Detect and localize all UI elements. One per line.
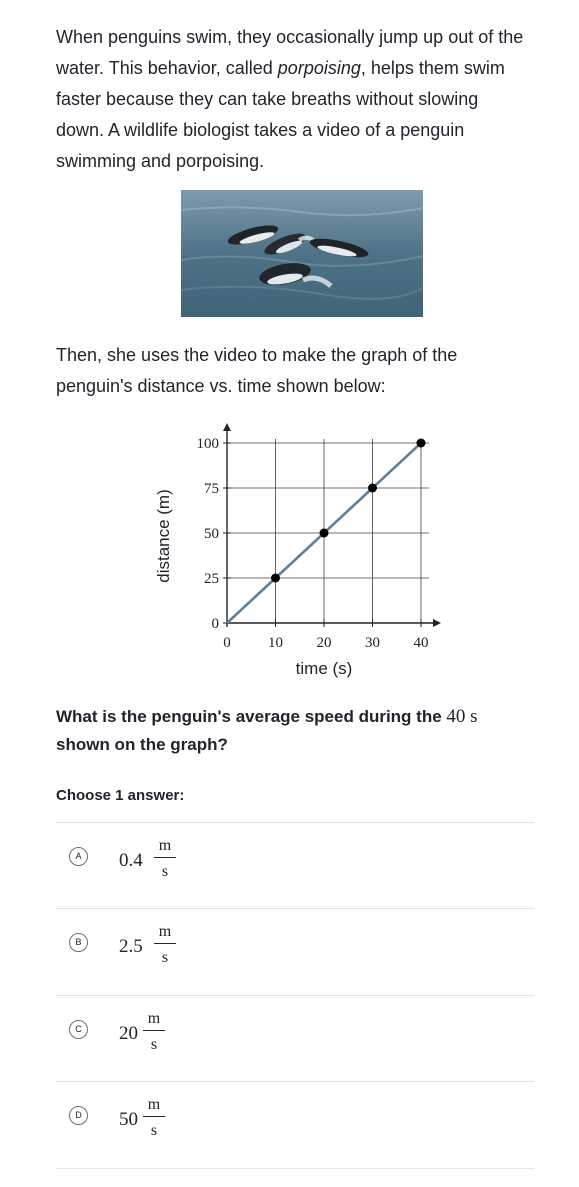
data-point (417, 439, 426, 448)
data-point (320, 529, 329, 538)
unit-numerator: m (147, 1010, 161, 1027)
y-axis-label: distance (m) (154, 489, 173, 583)
choice-value: 20 (119, 1023, 138, 1044)
intro-text-1: When penguins swim, they occasionally jump up out of the water. This behavior, called (56, 27, 524, 78)
choice-letter-badge: D (69, 1106, 88, 1125)
y-tick-label: 25 (204, 571, 219, 587)
choice-value: 2.5 (119, 936, 143, 957)
fraction-bar (143, 1030, 165, 1031)
choice-value: 0.4 (119, 850, 143, 871)
y-axis-arrow (223, 423, 231, 431)
choice-b[interactable] (56, 908, 534, 994)
question-part-2: shown on the graph? (56, 735, 228, 754)
chart-series (227, 439, 426, 624)
choice-unit-fraction (143, 1009, 165, 1054)
y-tick-label: 50 (204, 526, 219, 542)
fraction-bar (154, 857, 176, 858)
unit-denominator: s (161, 863, 169, 880)
unit-denominator: s (161, 949, 169, 966)
choice-unit-fraction (154, 922, 176, 967)
unit-denominator: s (150, 1036, 158, 1053)
y-tick-label: 100 (196, 436, 219, 452)
x-tick-label: 20 (316, 635, 332, 651)
question-part-1: What is the penguin's average speed during the (56, 707, 447, 726)
choice-letter-badge: C (69, 1020, 88, 1039)
choice-unit-fraction (143, 1095, 165, 1140)
x-axis-label: time (s) (295, 659, 353, 678)
y-tick-label: 0 (211, 616, 219, 632)
choice-value: 50 (119, 1109, 138, 1130)
penguins-photo (181, 190, 423, 317)
intro-emphasis: porpoising (277, 58, 361, 78)
choice-c[interactable] (56, 995, 534, 1081)
x-tick-label: 30 (365, 635, 380, 651)
choice-a[interactable] (56, 822, 534, 908)
choice-d[interactable] (56, 1081, 534, 1167)
fraction-bar (143, 1116, 165, 1117)
question-value: 40 s (446, 706, 478, 727)
choice-divider (56, 1168, 534, 1169)
unit-numerator: m (158, 923, 172, 940)
y-tick-label: 75 (204, 481, 219, 497)
data-point (368, 484, 377, 493)
then-paragraph: Then, she uses the video to make the graph of the penguin's distance vs. time shown below: (56, 345, 458, 396)
x-tick-label: 0 (223, 635, 231, 651)
choice-unit-fraction (154, 836, 176, 881)
x-axis-arrow (433, 619, 441, 627)
x-tick-label: 40 (413, 635, 429, 651)
unit-numerator: m (158, 837, 172, 854)
intro-paragraph (56, 22, 531, 177)
unit-numerator: m (147, 1096, 161, 1113)
choice-letter-badge: A (69, 847, 88, 866)
choose-label: Choose 1 answer: (56, 787, 185, 804)
question-text (56, 703, 526, 759)
x-tick-label: 10 (268, 635, 283, 651)
intro-text-2: , helps them swim faster because they can take breaths without slowing down. A wildlife biologist takes a video of a penguin swimming and porpoising. (56, 58, 505, 171)
unit-denominator: s (150, 1122, 158, 1139)
choice-letter-badge: B (69, 933, 88, 952)
fraction-bar (154, 943, 176, 944)
data-point (271, 574, 280, 583)
